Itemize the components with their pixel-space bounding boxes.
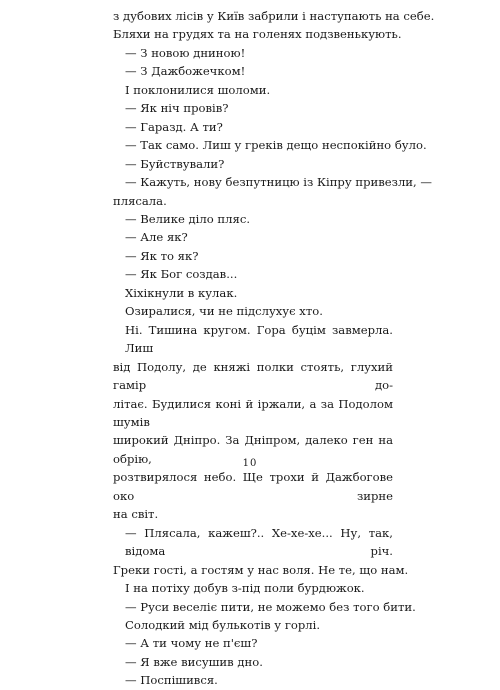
dialogue-line: — Плясала, кажеш?.. Хе-хе-хе... Ну, так, відома річ. [125,525,393,559]
text-line: широкий Дніпро. За Дніпром, далеко ген на обрію, [113,433,393,466]
text-line: Хіхікнули в кулак. [125,285,238,300]
dialogue-line: — Як Бог создав... [125,267,238,282]
dialogue-line: — Гаразд. А ти? [125,119,223,134]
text-line: розтвирялося небо. Ще трохи й Дажбогове око зирне [113,470,393,503]
text-line: І на потіху добув з-під поли бурдюжок. [125,581,365,596]
text-line: літає. Будилися коні й іржали, а за Подолом шумів [113,396,393,429]
dialogue-line: — Руси веселіє пити, не можемо без того бити. [125,599,416,614]
text-line: Ні. Тишина кругом. Гора буцім завмерла. Лиш [125,322,393,356]
dialogue-line: — Але як? [125,230,188,245]
dialogue-line: — Як ніч провів? [125,101,229,116]
page-number: 10 [242,458,258,469]
dialogue-line: — Кажуть, нову безпутницю із Кіпру привезли, — [125,175,433,190]
dialogue-line: — Як то як? [125,248,199,263]
body-text [113,7,435,690]
dialogue-line: — Буйствували? [125,156,225,171]
text-line: Солодкий мід булькотів у горлі. [125,617,321,632]
text-line: І поклонилися шоломи. [125,82,271,97]
dialogue-line: — А ти чому не п'єш? [125,636,258,651]
text-line: від Подолу, де княжі полки стоять, глухий гамір до- [113,359,393,393]
dialogue-line: — Я вже висушив дно. [125,654,263,669]
text-line: плясала. [113,193,167,208]
dialogue-line: — Так само. Лиш у греків дещо неспокійно було. [125,138,427,153]
text-line: Озиралися, чи не підслухує хто. [125,304,323,319]
dialogue-line: — З новою дниною! [125,45,246,60]
text-line: Бляхи на грудях та на голенях подзвенькують. [113,27,402,42]
dialogue-line: — З Дажбожечком! [125,64,246,79]
dialogue-line: — Поспішився. [125,673,218,688]
dialogue-line: — Велике діло пляс. [125,211,251,226]
text-line: Греки гості, а гостям у нас воля. Не те, що нам. [113,562,409,577]
text-line: на світ. [113,507,159,522]
text-line: з дубових лісів у Київ забрили і наступають на себе. [113,9,435,23]
